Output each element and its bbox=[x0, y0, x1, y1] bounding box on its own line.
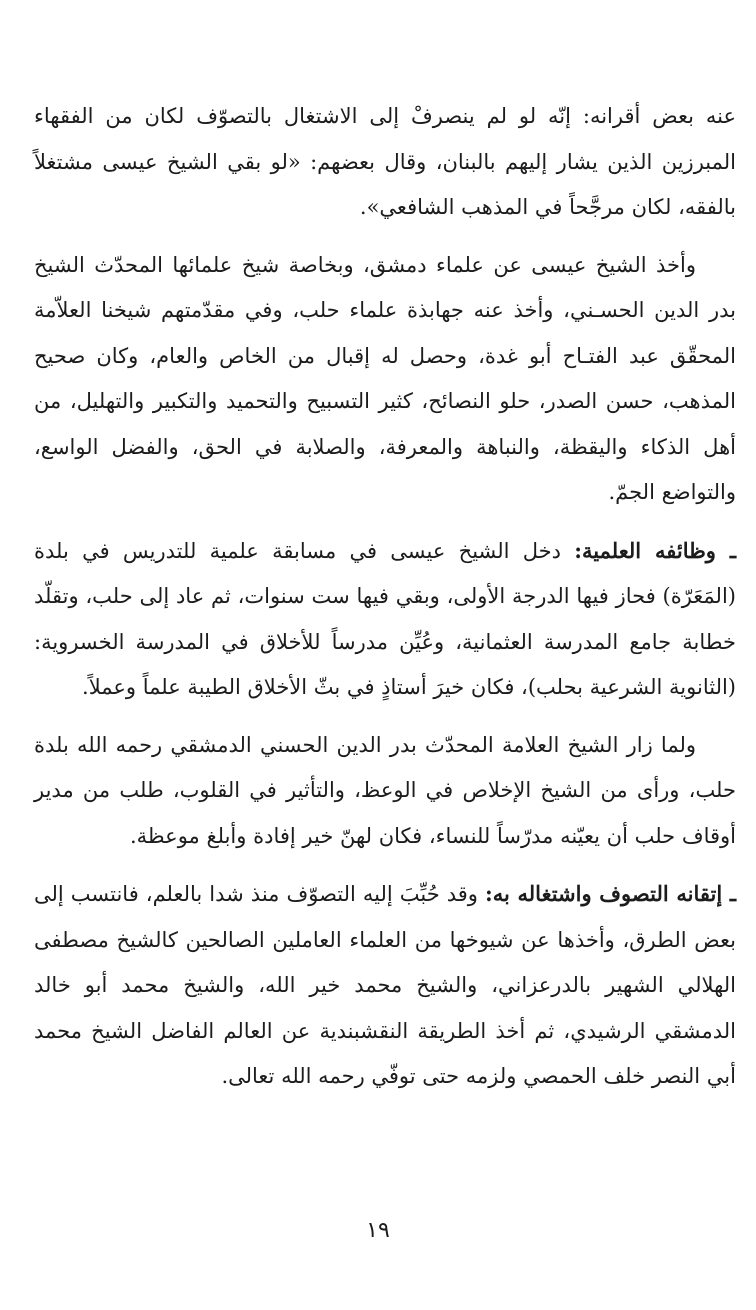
paragraph-text: دخل الشيخ عيسى في مسابقة علمية للتدريس في بلدة (المَعَرّة) فحاز فيها الدرجة الأولى، وبقي فيها ست سنوات، ثم عاد إلى حلب، وتقلّد خطابة جامع المدرسة العثمانية، وعُيِّن مدرساً للأخلاق في المدرسة الخسروية: (الثانوية الشرعية بحلب)، فكان خيرَ أستاذٍ في بثّ الأخلاق الطيبة علماً وعملاً. bbox=[34, 538, 736, 699]
page-number: ١٩ bbox=[366, 1218, 390, 1243]
paragraph-scholarly-positions bbox=[34, 528, 736, 711]
page-body bbox=[34, 94, 736, 1112]
paragraph-teachers bbox=[34, 243, 736, 516]
paragraph-text: عنه بعض أقرانه: إنّه لو لم ينصرفْ إلى الاشتغال بالتصوّف لكان من الفقهاء المبرزين الذين يشار إليهم بالبنان، وقال بعضهم: «لو بقي الشيخ عيسى مشتغلاً بالفقه، لكان مرجَّحاً في المذهب الشافعي». bbox=[34, 104, 736, 219]
paragraph-womens-teaching bbox=[34, 723, 736, 860]
paragraph-sufism bbox=[34, 871, 736, 1100]
paragraph-text: ولما زار الشيخ العلامة المحدّث بدر الدين الحسني الدمشقي رحمه الله بلدة حلب، ورأى من الشيخ الإخلاص في الوعظ، والتأثير في القلوب، طلب من مدير أوقاف حلب أن يعيّنه مدرّساً للنساء، فكان لهنّ خير إفادة وأبلغ موعظة. bbox=[34, 732, 736, 848]
paragraph-text: وأخذ الشيخ عيسى عن علماء دمشق، وبخاصة شيخ علمائها المحدّث الشيخ بدر الدين الحسـني، وأخذ عنه جهابذة علماء حلب، وفي مقدّمتهم شيخنا العلاّمة المحقّق عبد الفتـاح أبو غدة، وحصل له إقبال من الخاص والعام، وكان صحيح المذهب، حسن الصدر، حلو النصائح، كثير التسبيح والتحميد والتكبير والتهليل، من أهل الذكاء واليقظة، والنباهة والمعرفة، والصلابة في الحق، والفضل الواسع، والتواضع الجمّ. bbox=[34, 252, 736, 504]
paragraph-text: وقد حُبِّبَ إليه التصوّف منذ شدا بالعلم، فانتسب إلى بعض الطرق، وأخذها عن شيوخها من العلماء العاملين الصالحين كالشيخ مصطفى الهلالي الشهير بالدرعزاني، والشيخ محمد خير الله، والشيخ محمد أبو خالد الدمشقي الرشيدي، ثم أخذ الطريقة النقشبندية عن العالم الفاضل الشيخ محمد أبي النصر خلف الحمصي ولزمه حتى توفّي رحمه الله تعالى. bbox=[34, 882, 736, 1088]
section-heading: ـ وظائفه العلمية: bbox=[574, 537, 736, 563]
paragraph-peer-praise bbox=[34, 94, 736, 231]
section-heading: ـ إتقانه التصوف واشتغاله به: bbox=[484, 881, 736, 906]
